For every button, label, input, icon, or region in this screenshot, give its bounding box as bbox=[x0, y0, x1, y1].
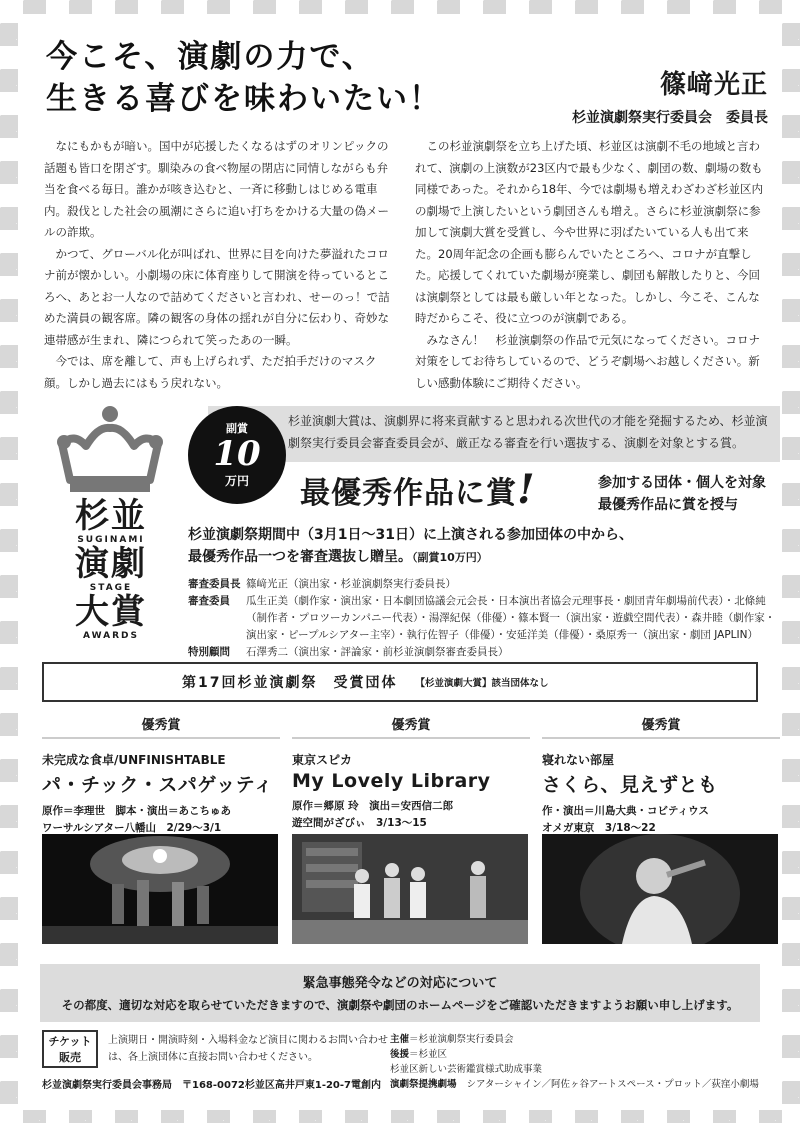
headline-line-1: 今こそ、演劇の力で、 bbox=[46, 39, 375, 75]
judge-label: 審査委員 bbox=[188, 595, 230, 607]
winner-credits-line-2: オメガ東京 3/18〜22 bbox=[542, 822, 656, 834]
award-period-line-1: 杉並演劇祭期間中（3月1日〜31日）に上演される参加団体の中から、 bbox=[188, 527, 633, 543]
notice-body: その都度、適切な対応を取らせていただきますので、演劇祭や劇団のホームページをご確認いただきますようお願い申し上げます。 bbox=[61, 998, 739, 1012]
judge-row bbox=[188, 593, 778, 644]
winner-photo-library bbox=[292, 834, 528, 944]
sponsors-list bbox=[390, 1032, 759, 1092]
winners-title: 第17回杉並演劇祭 受賞団体 bbox=[182, 675, 398, 691]
winner-photo-singer bbox=[542, 834, 778, 944]
award-period-note: （副賞10万円） bbox=[412, 551, 488, 564]
winner-work-title: さくら、見えずとも bbox=[542, 774, 718, 796]
winner-credits bbox=[542, 803, 780, 837]
judge-row bbox=[188, 576, 778, 593]
logo-line-1: 杉並 bbox=[75, 496, 147, 536]
sponsor-text: ＝杉並区 bbox=[409, 1049, 448, 1060]
essay-paragraph: この杉並演劇祭を立ち上げた頃、杉並区は演劇不毛の地域と言われて、演劇の上演数が23区内で最も少なく、劇団の数、劇場の数も同様であった。それから18年、今では劇場も増えわざわざ杉並区内の劇場で上演したいという劇団さんも増え。さらに杉並演劇祭に参加して演劇大賞を受賞し、今や世界に羽ばたいている人も出て来た。20周年記念の企画も膨らんでいたところへ、コロナが直撃した。応援してくれていた劇場が廃業し、劇団も解散したりと、今回は演劇祭としては最も厳しい年となった。しかし、今こそ、こんな時だからこそ、役に立つのが演劇である。 bbox=[415, 139, 764, 325]
award-title bbox=[300, 466, 536, 513]
judge-row bbox=[188, 644, 778, 661]
winner-work-title: My Lovely Library bbox=[292, 770, 491, 792]
crown-icon bbox=[54, 404, 166, 496]
winner-credits-line-2: 遊空間がざびぃ 3/13〜15 bbox=[292, 817, 427, 829]
prize-badge bbox=[188, 406, 286, 504]
notice-title: 緊急事態発令などの対応について bbox=[302, 976, 498, 991]
logo-line-3: 大賞 bbox=[75, 592, 147, 632]
winner-award: 優秀賞 bbox=[292, 714, 530, 739]
headline bbox=[46, 36, 442, 120]
judge-text: 瓜生正美（劇作家・演出家・日本劇団協議会元会長・日本演出者協会元理事長・劇団青年劇場前代表）・北條純（制作者・プロツーカンパニー代表）・湯澤紀保（俳優）・篠本賢一（演出家・遊戯空間代表）・森井睦（劇作家・演出家・ピープルシアター主宰）・執行佐智子（俳優）・安延洋美（俳優）・桑原秀一（演出家・劇団 JAPLIN） bbox=[246, 595, 776, 641]
logo-line-3-en: AWARDS bbox=[83, 631, 139, 641]
award-side-line-2: 最優秀作品に賞を授与 bbox=[598, 497, 738, 513]
winner-credits bbox=[292, 798, 530, 832]
sponsor-text: シアターシャイン／阿佐ヶ谷アートスペース・プロット／荻窪小劇場 bbox=[466, 1079, 759, 1090]
winners-header bbox=[42, 662, 758, 702]
award-title-text: 最優秀作品に賞 bbox=[300, 476, 517, 511]
winner-troupe: 未完成な食卓/UNFINISHTABLE bbox=[42, 753, 226, 767]
judge-text: 篠﨑光正（演出家・杉並演劇祭実行委員長） bbox=[246, 578, 456, 590]
essay-paragraph: 今では、席を離して、声も上げられず、ただ拍手だけのマスク顔。しかし過去にはもう戻れない。 bbox=[44, 354, 377, 390]
author-role: 杉並演劇祭実行委員会 委員長 bbox=[572, 110, 768, 126]
sponsor-row bbox=[390, 1077, 759, 1092]
sponsor-label: 主催 bbox=[390, 1034, 410, 1045]
winner-credits-line-1: 原作＝李理世 脚本・演出＝あこちゅあ bbox=[42, 805, 231, 817]
headline-line-2: 生きる喜びを味わいたい！ bbox=[46, 81, 442, 117]
winner-card bbox=[42, 714, 280, 837]
author-block bbox=[572, 64, 768, 127]
winner-credits bbox=[42, 803, 280, 837]
winner-troupe: 東京スピカ bbox=[292, 753, 353, 767]
judge-text: 石澤秀二（演出家・評論家・前杉並演劇祭審査委員長） bbox=[246, 646, 509, 658]
winner-troupe: 寝れない部屋 bbox=[542, 753, 615, 767]
winner-credits-line-2: ワーサルシアター八幡山 2/29〜3/1 bbox=[42, 822, 222, 834]
winner-work-title: パ・チック・スパゲッティ bbox=[42, 774, 274, 796]
winner-card bbox=[542, 714, 780, 837]
essay-paragraph: みなさん！ 杉並演劇祭の作品で元気になってください。コロナ対策をしてお待ちしているので、どうぞ劇場へお越しください。新しい感動体験にご期待ください。 bbox=[415, 332, 760, 390]
ticket-info: 上演期日・開演時刻・入場料金など演目に関わるお問い合わせは、各上演団体に直接お問い合わせください。 bbox=[108, 1035, 388, 1063]
essay-paragraph: かつて、グローバル化が叫ばれ、世界に目を向けた夢溢れたコロナ前が懐かしい。小劇場の床に体育座りして開演を待っているところへ、あとお一人なので詰めてくださいと言われ、せーのっ！で詰めた満員の観客席。隣の観客の身体の揺れが自分に伝わり、奇妙な連帯感が生まれ、隣につられて笑ったあの一瞬。 bbox=[44, 246, 390, 347]
ticket-label-box bbox=[42, 1030, 98, 1068]
winners-note: 【杉並演劇大賞】該当団体なし bbox=[415, 678, 549, 689]
judge-label: 特別顧問 bbox=[188, 646, 230, 658]
winner-credits-line-1: 原作＝郷原 玲 演出＝安西信二郎 bbox=[292, 800, 454, 812]
winner-award: 優秀賞 bbox=[542, 714, 780, 739]
sponsor-label: 後援 bbox=[390, 1049, 410, 1060]
logo-line-2: 演劇 bbox=[75, 544, 147, 584]
header bbox=[18, 14, 782, 132]
award-side-text bbox=[598, 472, 766, 516]
winner-award: 優秀賞 bbox=[42, 714, 280, 739]
judge-label: 審査委員長 bbox=[188, 578, 241, 590]
award-side-line-1: 参加する団体・個人を対象 bbox=[598, 475, 766, 491]
office-address: 杉並演劇祭実行委員会事務局 〒168-0072杉並区高井戸東1-20-7電創内 bbox=[42, 1080, 381, 1091]
award-section bbox=[18, 402, 782, 672]
sponsor-label: 演劇祭提携劇場 bbox=[390, 1079, 457, 1090]
sponsor-row bbox=[390, 1062, 759, 1077]
prize-label: 副賞 bbox=[226, 422, 248, 435]
winner-credits-line-1: 作・演出＝川島大典・コビティウス bbox=[542, 805, 709, 817]
logo-line-1-en: SUGINAMI bbox=[77, 535, 145, 545]
award-period bbox=[188, 524, 633, 569]
award-logo bbox=[64, 498, 158, 642]
flyer-page bbox=[18, 14, 782, 1110]
winner-card bbox=[292, 714, 530, 832]
award-description: 杉並演劇大賞は、演劇界に将来貢献すると思われる次世代の才能を発掘するため、杉並演劇祭実行委員会審査委員会が、厳正なる審査を行い選抜する、演劇を対象とする賞。 bbox=[288, 414, 768, 450]
ticket-label-1: チケット bbox=[48, 1035, 92, 1048]
author-name: 篠﨑光正 bbox=[659, 70, 768, 100]
winner-photo-stage bbox=[42, 834, 278, 944]
judges-list bbox=[188, 576, 778, 661]
emergency-notice bbox=[40, 964, 760, 1022]
prize-unit: 万円 bbox=[224, 474, 249, 488]
sponsor-row bbox=[390, 1047, 759, 1062]
prize-amount: 10 bbox=[213, 434, 261, 474]
award-title-mark: ! bbox=[517, 466, 536, 513]
essay-paragraph: なにもかもが暗い。国中が応援したくなるはずのオリンピックの話題も皆口を閉ざす。馴染みの食べ物屋の閉店に同情しながらも弁当を食べる毎日。誰かが咳き込むと、一斉に移動しはじめる電車内。殺伐とした社会の風潮にさらに追い打ちをかける大量の偽メールの詐欺。 bbox=[44, 139, 389, 239]
logo-line-2-en: STAGE bbox=[89, 583, 133, 593]
essay-text bbox=[44, 136, 764, 398]
award-period-line-2: 最優秀作品一つを審査選抜し贈呈。 bbox=[188, 549, 412, 565]
sponsor-text: ＝杉並演劇祭実行委員会 bbox=[409, 1034, 514, 1045]
ticket-label-2: 販売 bbox=[59, 1051, 81, 1064]
sponsor-row bbox=[390, 1032, 759, 1047]
sponsor-text: 杉並区新しい芸術鑑賞様式助成事業 bbox=[390, 1064, 543, 1075]
